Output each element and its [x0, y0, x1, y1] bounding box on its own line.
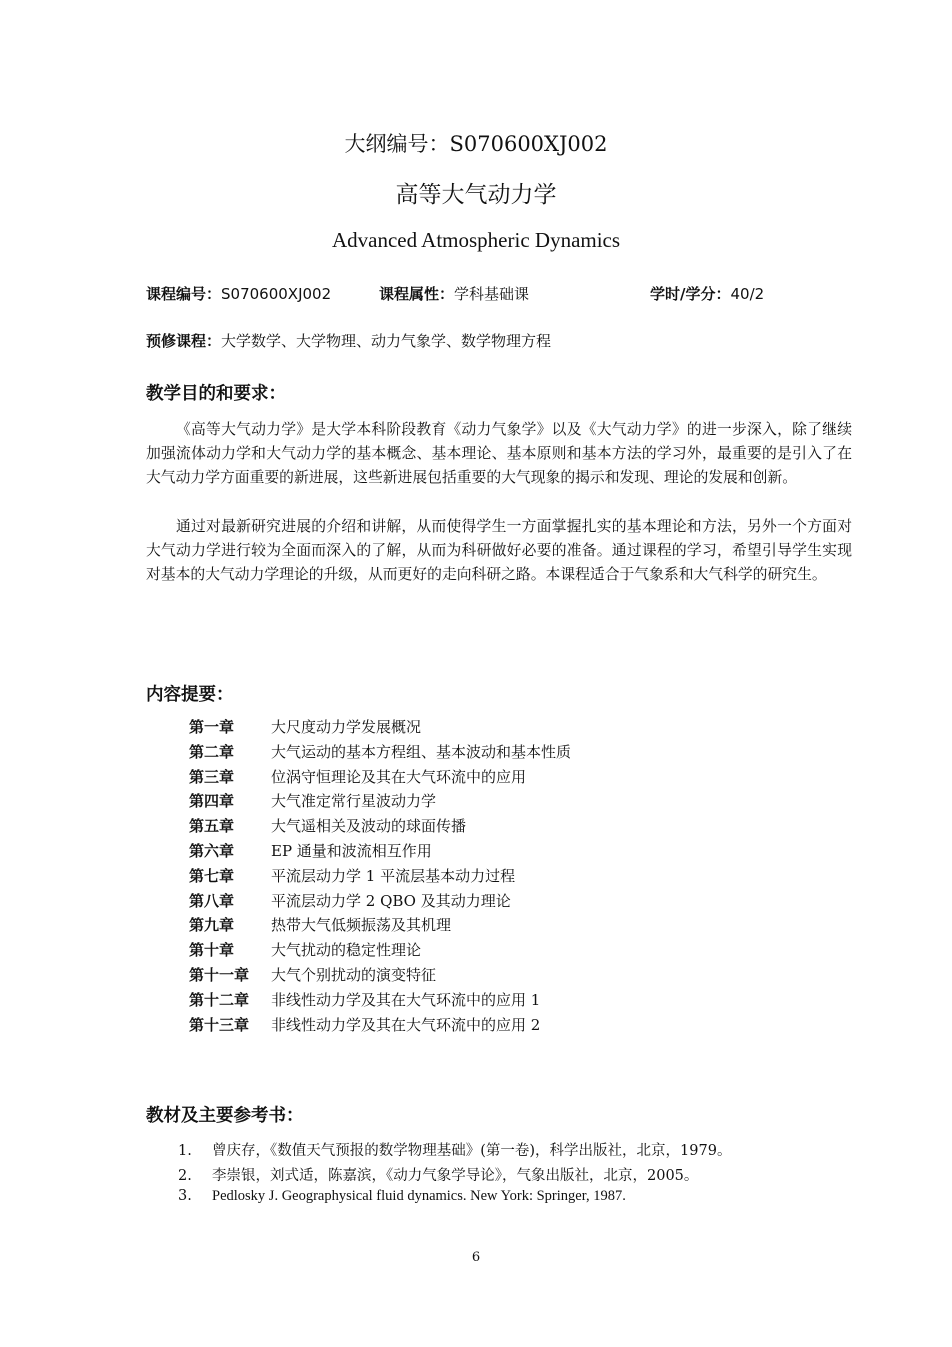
prerequisites-value: 大学数学、大学物理、动力气象学、数学物理方程 — [221, 332, 552, 350]
chapter-number: 第六章 — [189, 841, 235, 860]
references-heading: 教材及主要参考书： — [146, 1106, 304, 1126]
chapter-item — [189, 914, 571, 939]
objectives-paragraph-2: 通过对最新研究进展的介绍和讲解，从而使得学生一方面掌握扎实的基本理论和方法，另外一个方面对大气动力学进行较为全面而深入的了解，从而为科研做好必要的准备。通过课程的学习，希望引导学生实现对基本的大气动力学理论的升级，从而更好的走向科研之路。本课程适合于气象系和大气科学的研究生。 — [146, 518, 852, 584]
chapter-item — [189, 964, 571, 989]
course-number-value: S070600XJ002 — [221, 285, 332, 303]
chapter-number: 第四章 — [189, 792, 235, 811]
objectives-paragraph-1: 《高等大气动力学》是大学本科阶段教育《动力气象学》以及《大气动力学》的进一步深入，除了继续加强流体动力学和大气动力学的基本概念、基本理论、基本原则和基本方法的学习外，最重要的是引入了在大气动力学方面重要的新进展，这些新进展包括重要的大气现象的揭示和发现、理论的发展和创新。 — [146, 421, 852, 487]
reference-list — [178, 1139, 731, 1213]
prerequisites-label: 预修课程： — [146, 332, 222, 350]
chapter-item — [189, 840, 571, 865]
chapter-title: 平流层动力学 1 平流层基本动力过程 — [271, 866, 516, 885]
chapter-item — [189, 939, 571, 964]
chapter-title: EP 通量和波流相互作用 — [271, 841, 432, 860]
prerequisites — [146, 330, 551, 351]
reference-text: 李崇银，刘式适，陈嘉滨，《动力气象学导论》，气象出版社，北京，2005。 — [212, 1167, 699, 1184]
chapter-number: 第七章 — [189, 866, 235, 885]
chapter-title: 非线性动力学及其在大气环流中的应用 2 — [271, 1015, 541, 1034]
reference-number: 3. — [178, 1188, 192, 1204]
chapter-item — [189, 1014, 571, 1039]
chapter-title: 位涡守恒理论及其在大气环流中的应用 — [271, 767, 527, 786]
course-attribute-label: 课程属性： — [379, 285, 455, 303]
reference-item — [178, 1139, 731, 1164]
chapter-title: 大尺度动力学发展概况 — [271, 718, 422, 736]
reference-item — [178, 1164, 731, 1189]
course-attribute-value: 学科基础课 — [454, 285, 530, 303]
chapter-number: 第一章 — [189, 718, 235, 736]
course-title-en: Advanced Atmospheric Dynamics — [331, 228, 621, 252]
contents-heading: 内容提要： — [146, 685, 234, 705]
course-attribute — [379, 283, 529, 304]
chapter-number: 第十一章 — [189, 965, 250, 984]
reference-text: 曾庆存，《数值天气预报的数学物理基础》(第一卷)，科学出版社，北京，1979。 — [212, 1143, 732, 1159]
chapter-title: 热带大气低频振荡及其机理 — [271, 916, 452, 935]
chapter-title: 平流层动力学 2 QBO 及其动力理论 — [271, 891, 511, 910]
chapter-item — [189, 890, 571, 915]
course-number-label: 课程编号： — [146, 285, 222, 303]
course-number — [146, 283, 331, 304]
chapter-number: 第五章 — [189, 817, 235, 836]
chapter-item — [189, 989, 571, 1014]
chapter-number: 第二章 — [189, 742, 235, 761]
chapter-number: 第十章 — [189, 941, 235, 960]
chapter-title: 大气扰动的稳定性理论 — [271, 941, 422, 960]
chapter-title: 非线性动力学及其在大气环流中的应用 1 — [271, 990, 541, 1009]
chapter-title: 大气准定常行星波动力学 — [271, 792, 437, 811]
chapter-number: 第八章 — [189, 891, 235, 910]
course-title-cn: 高等大气动力学 — [395, 182, 557, 208]
chapter-title: 大气遥相关及波动的球面传播 — [271, 817, 467, 836]
objectives-heading: 教学目的和要求： — [146, 384, 286, 404]
chapter-item — [189, 790, 571, 815]
reference-text: Pedlosky J. Geographysical fluid dynamics. New York: Springer, 1987. — [212, 1188, 626, 1204]
chapter-title: 大气运动的基本方程组、基本波动和基本性质 — [271, 742, 572, 761]
chapter-item — [189, 716, 571, 741]
page-number: 6 — [471, 1250, 481, 1265]
chapter-item — [189, 815, 571, 840]
course-hours — [650, 283, 764, 304]
syllabus-number: 大纲编号：S070600XJ002 — [344, 132, 608, 156]
reference-item — [178, 1188, 731, 1213]
chapter-item — [189, 766, 571, 791]
reference-number: 2. — [178, 1167, 192, 1184]
chapter-item — [189, 865, 571, 890]
chapter-list — [189, 716, 571, 1038]
chapter-number: 第十三章 — [189, 1015, 250, 1034]
chapter-number: 第十二章 — [189, 990, 250, 1009]
chapter-title: 大气个别扰动的演变特征 — [271, 965, 437, 984]
reference-number: 1. — [178, 1143, 192, 1159]
course-hours-value: 40/2 — [730, 285, 765, 303]
chapter-number: 第九章 — [189, 916, 235, 935]
course-hours-label: 学时/学分： — [650, 285, 731, 303]
chapter-number: 第三章 — [189, 767, 235, 786]
chapter-item — [189, 741, 571, 766]
